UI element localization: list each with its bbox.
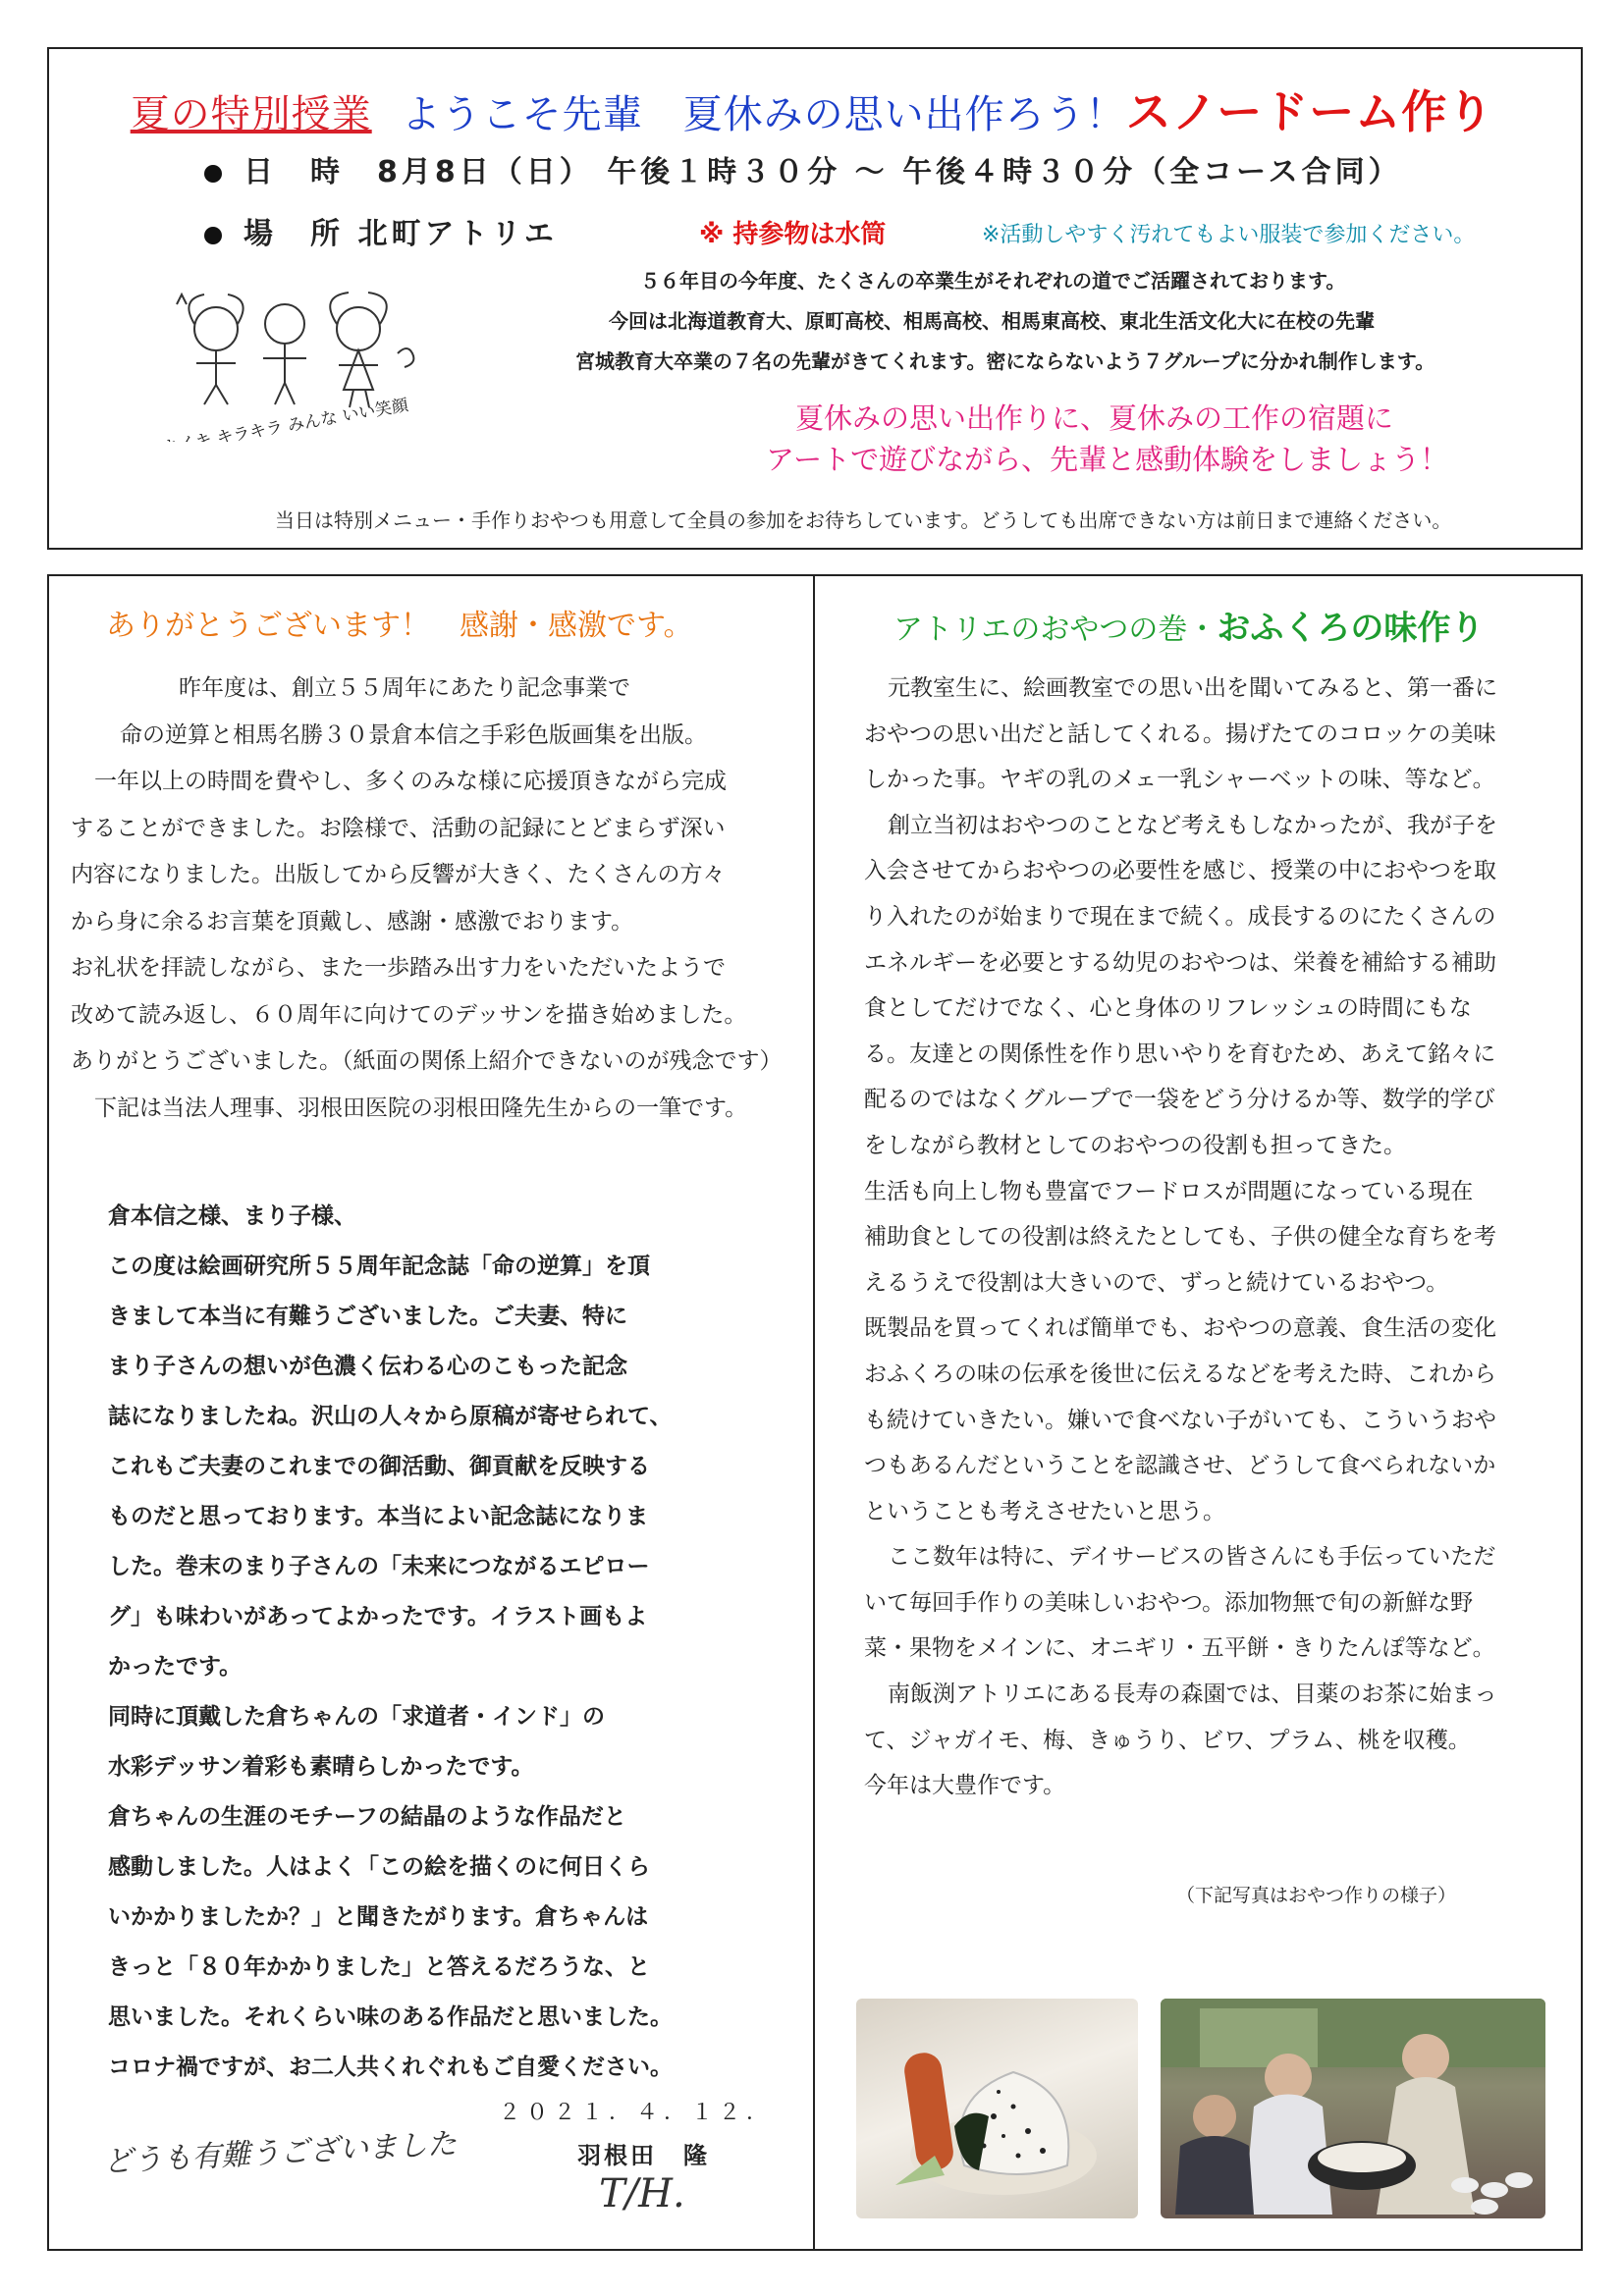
right-line: 南飯渕アトリエにある長寿の森園では、目薬のお茶に始まっ: [888, 1682, 1497, 1708]
event-date-text: 日 時 8月8日（日） 午後１時３０分 ～ 午後４時３０分（全コース合同）: [244, 155, 1402, 189]
letter-line: 感動しました。人はよく「この絵を描くのに何日くら: [108, 1854, 650, 1880]
letter-line: かったです。: [108, 1654, 243, 1680]
cooking-photo: [1161, 1999, 1545, 2218]
letter-line: いかかりましたか？」と聞きたがります。倉ちゃんは: [108, 1904, 649, 1930]
right-line: えるうえで役割は大きいので、ずっと続けているおやつ。: [864, 1269, 1449, 1296]
kids-drawing-icon: [137, 285, 442, 442]
left-line: ありがとうございました。（紙面の関係上紹介できないのが残念です）: [71, 1048, 783, 1074]
left-line: お礼状を拝読しながら、また一歩踏み出す力をいただいたようで: [71, 955, 726, 981]
title-part-3: スノードーム作り: [1125, 85, 1494, 138]
right-line: 創立当初はおやつのことなど考えもしなかったが、我が子を: [888, 812, 1497, 838]
intro-line-1: ５６年目の今年度、たくさんの卒業生がそれぞれの道でご活躍されております。: [640, 269, 1346, 293]
event-place-text: 場 所 北町アトリエ: [244, 217, 558, 251]
right-line: 今年は大豊作です。: [864, 1773, 1066, 1799]
invite-line-2: アートで遊びながら、先輩と感動体験をしましょう！: [766, 443, 1449, 476]
event-title: [0, 77, 1624, 141]
signature-name: 羽根田 隆: [577, 2142, 710, 2169]
right-line: 生活も向上し物も豊富でフードロスが問題になっている現在: [864, 1178, 1474, 1204]
cooking-group-image: [1161, 1999, 1545, 2218]
right-line: 食としてだけでなく、心と身体のリフレッシュの時間にもな: [864, 995, 1472, 1022]
right-line: 補助食としての役割は終えたとしても、子供の健全な育ちを考: [864, 1224, 1496, 1251]
right-line: いて毎回手作りの美味しいおやつ。添加物無で旬の新鮮な野: [864, 1589, 1474, 1616]
right-line: 菜・果物をメインに、オニギリ・五平餅・きりたんぽ等など。: [864, 1635, 1495, 1662]
letter-line: この度は絵画研究所５５周年記念誌「命の逆算」を頂: [108, 1254, 650, 1279]
onigiri-photo: [856, 1999, 1138, 2218]
invite-line-1: 夏休みの思い出作りに、夏休みの工作の宿題に: [795, 401, 1394, 435]
right-line: 入会させてからおやつの必要性を感じ、授業の中におやつを取: [864, 858, 1496, 884]
right-line: をしながら教材としてのおやつの役割も担ってきた。: [864, 1132, 1406, 1158]
intro-line-2: 今回は北海道教育大、原町高校、相馬高校、相馬東高校、東北生活文化大に在校の先輩: [609, 309, 1375, 333]
event-place: [204, 209, 558, 252]
letter-line: きまして本当に有難うございました。ご夫妻、特に: [108, 1304, 627, 1329]
photo-caption: （下記写真はおやつ作りの様子）: [1176, 1885, 1457, 1906]
handwritten-signature: T/H.: [599, 2171, 685, 2216]
right-line: エネルギーを必要とする幼児のおやつは、栄養を補給する補助: [864, 949, 1496, 976]
right-line: 配るのではなくグループで一袋をどう分けるか等、数学的学び: [864, 1087, 1495, 1113]
right-line: つもあるんだということを認識させ、どうして食べられないか: [864, 1453, 1496, 1479]
event-date: [204, 147, 1402, 190]
handwritten-thanks: どうも有難うございました: [102, 2126, 458, 2180]
left-line: 昨年度は、創立５５周年にあたり記念事業で: [179, 675, 630, 701]
title-part-2: ようこそ先輩 夏休みの思い出作ろう！: [401, 92, 1126, 137]
letter-line: コロナ禍ですが、お二人共くれぐれもご自愛ください。: [108, 2055, 673, 2080]
column-divider: [813, 574, 815, 2251]
left-line: 命の逆算と相馬名勝３０景倉本信之手彩色版画集を出版。: [120, 721, 707, 748]
letter-date: ２０２１．４．１２．: [499, 2101, 775, 2125]
letter-line: 同時に頂戴した倉ちゃんの「求道者・インド」の: [108, 1704, 605, 1730]
letter-line: これもご夫妻のこれまでの御活動、御貢献を反映する: [108, 1454, 650, 1479]
left-line: することができました。お陰様で、活動の記録にとどまらず深い: [71, 815, 726, 841]
bullet-icon: [204, 227, 222, 244]
right-heading: [893, 601, 1484, 649]
right-line: て、ジャガイモ、梅、きゅうり、ビワ、プラム、桃を収穫。: [864, 1727, 1471, 1753]
right-heading-part-2: おふくろの味作り: [1217, 609, 1485, 648]
right-line: おふくろの味の伝承を後世に伝えるなどを考えた時、これから: [864, 1361, 1496, 1387]
right-heading-part-1: アトリエのおやつの巻・: [893, 613, 1218, 647]
letter-line: 思いました。それくらい味のある作品だと思いました。: [108, 2004, 673, 2030]
thank-you-letter: [108, 1192, 795, 2093]
letter-line: 水彩デッサン着彩も素晴らしかったです。: [108, 1754, 534, 1780]
right-line: 既製品を買ってくれば簡単でも、おやつの意義、食生活の変化: [864, 1315, 1496, 1342]
intro-line-3: 宮城教育大卒業の７名の先輩がきてくれます。密にならないよう７グループに分かれ制作します。: [575, 349, 1435, 373]
right-line: おやつの思い出だと話してくれる。揚げたてのコロッケの美味: [864, 721, 1496, 747]
letter-line: 倉ちゃんの生涯のモチーフの結晶のような作品だと: [108, 1804, 626, 1830]
left-line: 内容になりました。出版してから反響が大きく、たくさんの方々: [71, 862, 726, 887]
letter-line: ものだと思っております。本当によい記念誌になりま: [108, 1504, 649, 1529]
right-line: る。友達との関係性を作り思いやりを育むため、あえて銘々に: [864, 1041, 1496, 1067]
clothing-note: ※活動しやすく汚れてもよい服装で参加ください。: [982, 223, 1476, 247]
letter-line: した。巻末のまり子さんの「未来につながるエピロー: [108, 1554, 650, 1579]
right-line: も続けていきたい。嫌いで食べない子がいても、こういうおや: [864, 1407, 1496, 1433]
left-line: 一年以上の時間を費やし、多くのみな様に応援頂きながら完成: [94, 769, 727, 794]
attendance-note: 当日は特別メニュー・手作りおやつも用意して全員の参加をお待ちしています。どうしても出席できない方は前日まで連絡ください。: [275, 508, 1452, 532]
kids-drawing-logo: [137, 285, 442, 442]
right-paragraph: [864, 666, 1571, 1809]
right-line: 元教室生に、絵画教室での思い出を聞いてみると、第一番に: [888, 675, 1497, 701]
bullet-icon: [204, 165, 222, 183]
letter-line: きっと「８０年かかりました」と答えるだろうな、と: [108, 1954, 650, 1980]
left-line: から身に余るお言葉を頂戴し、感謝・感激でおります。: [71, 908, 634, 934]
left-heading: ありがとうございます！ 感謝・感激です。: [106, 609, 693, 643]
right-line: しかった事。ヤギの乳のメェ一乳シャーベットの味、等など。: [864, 767, 1495, 793]
left-paragraph: [71, 666, 797, 1132]
left-line: 下記は当法人理事、羽根田医院の羽根田隆先生からの一筆です。: [94, 1095, 748, 1121]
onigiri-image: [856, 1999, 1138, 2218]
title-part-1: 夏の特別授業: [130, 92, 372, 137]
logo-slogan: イキイキ キラキラ みんな いい笑顔: [144, 395, 410, 442]
bring-item-note: ※ 持参物は水筒: [699, 220, 887, 249]
right-line: ということも考えさせたいと思う。: [864, 1498, 1225, 1524]
letter-line: グ」も味わいがあってよかったです。イラスト画もよ: [108, 1604, 648, 1629]
letter-line: まり子さんの想いが色濃く伝わる心のこもった記念: [108, 1354, 627, 1379]
left-line: 改めて読み返し、６０周年に向けてのデッサンを描き始めました。: [71, 1001, 747, 1028]
letter-line: 誌になりましたね。沢山の人々から原稿が寄せられて、: [108, 1404, 673, 1429]
right-line: り入れたのが始まりで現在まで続く。成長するのにたくさんの: [864, 903, 1496, 930]
letter-line: 倉本信之様、まり子様、: [108, 1203, 356, 1229]
right-line: ここ数年は特に、デイサービスの皆さんにも手伝っていただ: [888, 1544, 1496, 1571]
